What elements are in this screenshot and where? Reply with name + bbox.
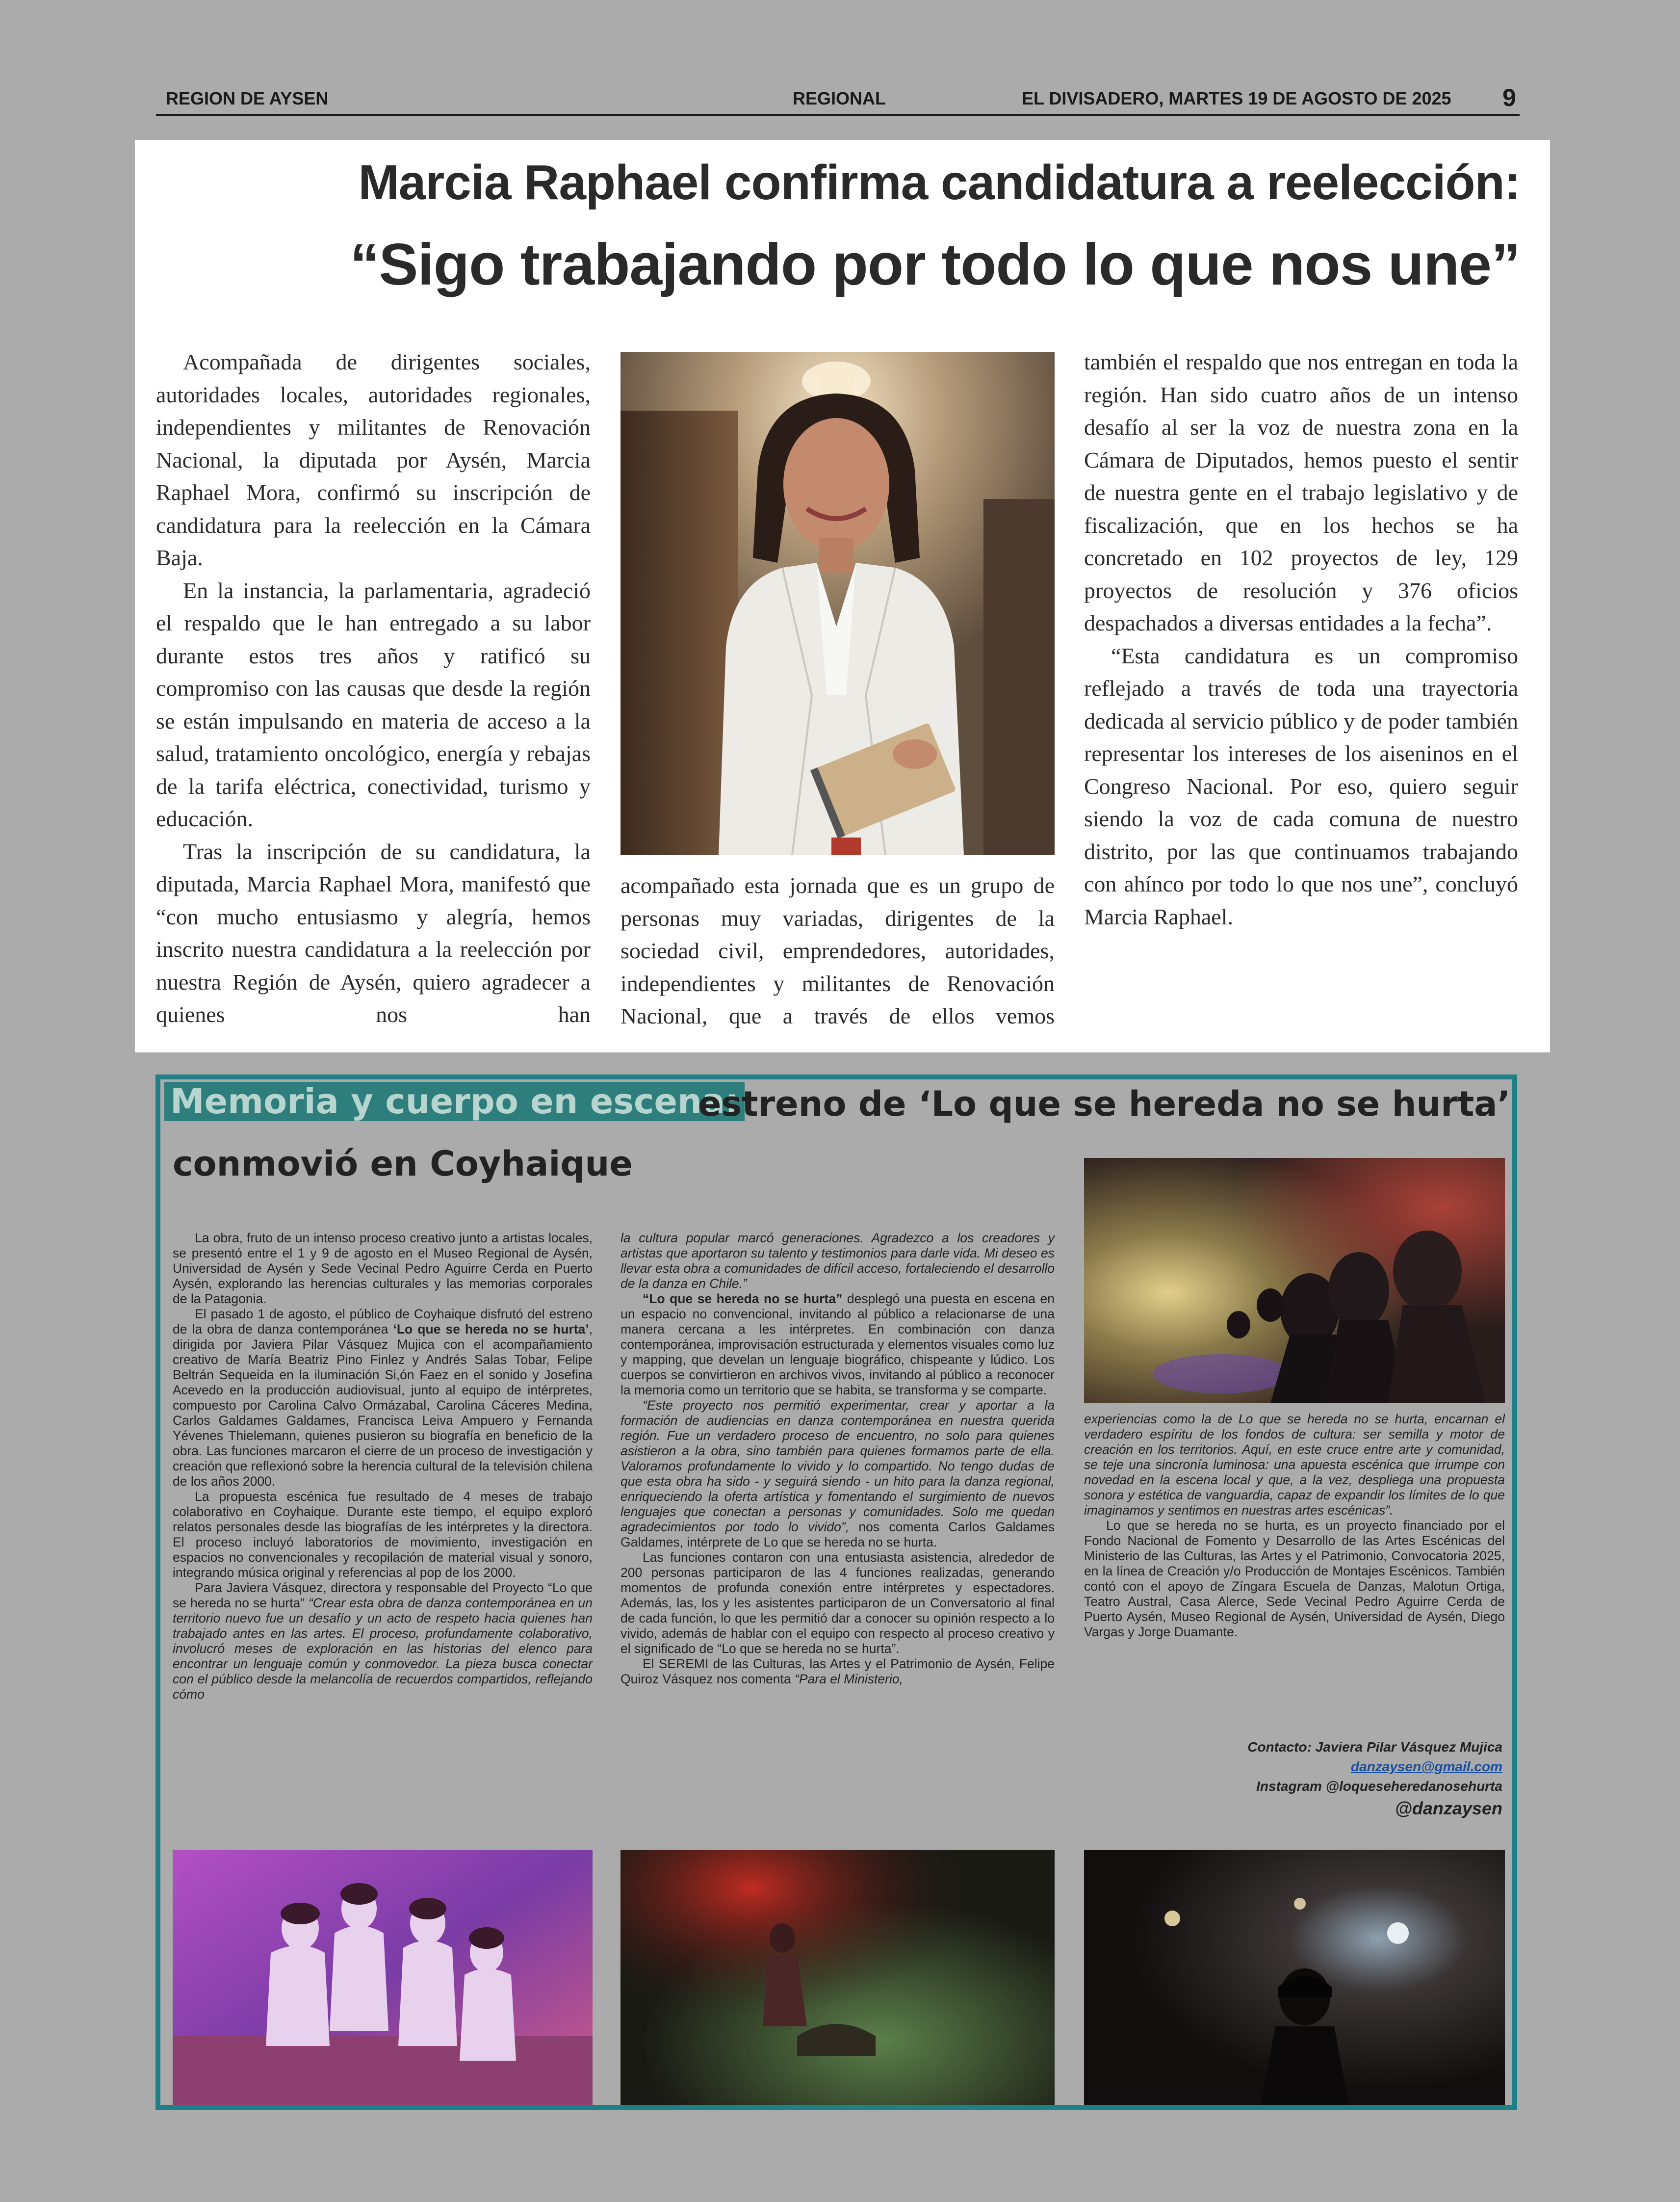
performer-photo xyxy=(1084,1850,1505,2105)
performer-photo-illustration xyxy=(1084,1850,1505,2105)
stage-photo xyxy=(620,1850,1055,2105)
story1-paragraph: En la instancia, la parlamentaria, agradeció el respaldo que le han entregado a su labor durante estos tres años y ratificó su compromiso con las causas que desde la región se están impulsando en materia de acceso a la salud, tratamiento oncológico, energía y rebajas de la tarifa eléctrica, conectividad, turismo y educación. xyxy=(156,577,591,831)
story1-column-2 xyxy=(620,869,1055,1033)
story2-paragraph: Lo que se hereda no se hurta, es un proyecto financiado por el Fondo Nacional de Fomento y Desarrollo de las Artes Escénicas del Ministerio de las Culturas, las Artes y el Patrimonio, Convocatoria 2025, en la línea de Creación y/o Producción de Montajes Escénicos. También contó con el apoyo de Zíngara Escuela de Danzas, Malotun Ortiga, Teatro Austral, Casa Alerce, Sede Vecinal Pedro Aguirre Cerda de Puerto Aysén, Museo Regional de Aysén, Universidad de Aysén, Diego Vargas y Jorge Duamante. xyxy=(1084,1518,1505,1639)
story2-paragraph: Para Javiera Vásquez, directora y responsable del Proyecto “Lo que se hereda no se hurta” “Crear esta obra de danza contemporánea en un territorio nuevo fue un desafío y un acto de respeto hacia quienes han trabajado antes en las artes. El proceso, profundamente colaborativo, involucró meses de exploración en las historias del elenco para encontrar un lenguaje común y conmovedor. La pieza busca conectar con el público desde la melancolía de recuerdos compartidos, reflejando cómo xyxy=(173,1580,593,1702)
page-number: 9 xyxy=(1502,84,1516,111)
story1-paragraph: Acompañada de dirigentes sociales, autoridades locales, autoridades regionales, independientes y militantes de Renovación Nacional, la diputada por Aysén, Marcia Raphael Mora, confirmó su inscripción de candidatura para la reelección en la Cámara Baja. xyxy=(156,349,591,570)
story2-headline-line2: conmovió en Coyhaique xyxy=(173,1144,633,1184)
story2-column-2 xyxy=(620,1231,1055,1687)
story2-paragraph: El SEREMI de las Culturas, las Artes y el Patrimonio de Aysén, Felipe Quiroz Vásquez nos comenta “Para el Ministerio, xyxy=(620,1656,1055,1686)
header-rule xyxy=(156,114,1520,116)
story2-column-1 xyxy=(173,1231,593,1702)
story1-paragraph: acompañado esta jornada que es un grupo de personas muy variadas, dirigentes de la sociedad civil, emprendedores, autoridades, independientes y militantes de Renovación Nacional, que a través de ellos vemos xyxy=(620,873,1055,1028)
story2-paragraph: la cultura popular marcó generaciones. Agradezco a los creadores y artistas que aportaron su talento y testimonios para darle vida. Mi deseo es llevar esta obra a comunidades de difícil acceso, fortaleciendo el desarrollo de la danza en Chile.” xyxy=(620,1231,1055,1291)
story1-headline-quote: “Sigo trabajando por todo lo que nos une” xyxy=(350,232,1520,297)
contact-email-link[interactable]: danzaysen@gmail.com xyxy=(1351,1759,1502,1774)
social-handle: @danzaysen xyxy=(1395,1798,1502,1818)
story2-paragraph: El pasado 1 de agosto, el público de Coyhaique disfrutó del estreno de la obra de danza contemporánea ‘Lo que se hereda no se hurta’, dirigida por Javiera Pilar Vásquez Mujica con el acompañamiento creativo de María Beatriz Pino Finlez y Andrés Salas Tobar, Felipe Beltrán Sequeida en la iluminación Si,ón Faez en el sonido y Josefina Acevedo en la producción audiovisual, junto al equipo de intérpretes, compuesto por Carolina Calvo Ormázabal, Carolina Cáceres Medina, Carlos Galdames Galdames, Francisca Leiva Ampuero y Fernanda Yévenes Thielemann, quienes pusieron su biografía en beneficio de la obra. Las funciones marcaron el cierre de un proceso de investigación y creación que reflexionó sobre la herencia cultural de la televisión chilena de los años 2000. xyxy=(173,1307,593,1489)
audience-photo xyxy=(1084,1158,1505,1403)
story1-paragraph: también el respaldo que nos entregan en toda la región. Han sido cuatro años de un intenso desafío al ser la voz de nuestra zona en la Cámara de Diputados, hemos puesto el sentir de nuestra gente en el trabajo legislativo y de fiscalización, que en los hechos se ha concretado en 102 proyectos de ley, 129 proyectos de resolución y 376 oficios despachados a diversas entidades a la fecha”. xyxy=(1084,349,1518,635)
dancers-photo xyxy=(173,1850,593,2105)
story1-paragraph: “Esta candidatura es un compromiso reflejado a través de toda una trayectoria dedicada al servicio público y de poder también representar los intereses de los aiseninos en el Congreso Nacional. Por eso, quiero seguir siendo la voz de cada comuna de nuestro distrito, por las que continuamos trabajando con ahínco por todo lo que nos une”, concluyó Marcia Raphael. xyxy=(1084,643,1518,929)
story2-paragraph: experiencias como la de Lo que se hereda no se hurta, encarnan el verdadero espíritu de los fondos de cultura: ser semilla y motor de creación en los territorios. Aquí, en este cruce entre arte y comunidad, se teje una sincronía luminosa: una apuesta escénica que irrumpe con novedad en la escena local y que, a la vez, despliega una propuesta sonora y estética de vanguardia, capaz de expandir los límites de lo que imaginamos y sentimos en nuestras artes escénicas”. xyxy=(1084,1412,1505,1518)
story2-kicker: Memoria y cuerpo en escena: xyxy=(164,1082,745,1121)
story1-column-3 xyxy=(1084,346,1518,933)
dancers-photo-illustration xyxy=(173,1850,593,2105)
story1-headline: Marcia Raphael confirma candidatura a reelección: xyxy=(358,155,1520,210)
story2-paragraph: “Este proyecto nos permitió experimentar, crear y aportar a la formación de audiencias en danza contemporánea en nuestra querida región. Fue un verdadero proceso de encuentro, no solo para quienes asistieron a la obra, sino también para quienes formamos parte de ella. Valoramos profundamente lo vivido y lo compartido. No tengo dudas de que esta obra ha sido - y seguirá siendo - un hito para la danza regional, enriqueciendo la oferta artística y fomentando el surgimiento de nuevos lenguajes que conectan a personas y comunidades. Solo me quedan agradecimientos por todo lo vivido”, nos comenta Carlos Galdames Galdames, intérprete de Lo que se hereda no se hurta. xyxy=(620,1398,1055,1549)
story2-paragraph: La obra, fruto de un intenso proceso creativo junto a artistas locales, se presentó entre el 1 y 9 de agosto en el Museo Regional de Aysén, Universidad de Aysén y Sede Vecinal Pedro Aguirre Cerda en Puerto Aysén, explorando las herencias culturales y las memorias corporales de la Patagonia. xyxy=(173,1231,593,1306)
candidate-photo xyxy=(620,352,1055,855)
story1-paragraph: Tras la inscripción de su candidatura, la diputada, Marcia Raphael Mora, manifestó que “con mucho entusiasmo y alegría, hemos inscrito nuestra candidatura a la reelección por nuestra Región de Aysén, quiero agradecer a quienes nos han xyxy=(156,839,591,1027)
story1-column-1 xyxy=(156,346,591,1031)
issue-date: EL DIVISADERO, MARTES 19 DE AGOSTO DE 2025 xyxy=(1022,88,1451,108)
candidate-photo-illustration xyxy=(620,352,1055,855)
section-label: REGION DE AYSEN xyxy=(166,88,329,108)
story2-paragraph: Las funciones contaron con una entusiasta asistencia, alrededor de 200 personas participaron de las 4 funciones realizadas, generando momentos de profunda conexión entre intérpretes y espectadores. Además, las, los y les asistentes participaron de un Conversatorio al final de cada función, lo que les permitió dar a conocer su opinión respecto a lo vivido, además de hablar con el equipo con respecto al proceso creativo y el significado de “Lo que se hereda no se hurta”. xyxy=(620,1550,1055,1656)
stage-photo-illustration xyxy=(620,1850,1055,2105)
instagram-handle: Instagram @loqueseheredanosehurta xyxy=(1256,1779,1502,1794)
story2-paragraph: “Lo que se hereda no se hurta” desplegó una puesta en escena en un espacio no convencional, invitando al público a relacionarse de una manera cercana a les intérpretes. En combinación con danza contemporánea, improvisación estructurada y elementos visuales como luz y mapping, que develan un lenguaje biográfico, chispeante y lúdico. Los cuerpos se convirtieron en archivos vivos, invitando al público a reconocer la memoria como un territorio que se habita, se transforma y se comparte. xyxy=(620,1291,1055,1397)
section-center-label: REGIONAL xyxy=(793,88,886,108)
story2-paragraph: La propuesta escénica fue resultado de 4 meses de trabajo colaborativo en Coyhaique. Durante este tiempo, el equipo exploró relatos personales desde las biografías de les intérpretes y la directora. El proceso incluyó laboratorios de movimiento, investigación en espacios no convencionales y recopilación de material visual y sonoro, integrando música original y referencias al pop de los 2000. xyxy=(173,1489,593,1580)
audience-photo-illustration xyxy=(1084,1158,1505,1403)
story2-column-3 xyxy=(1084,1412,1505,1640)
contact-name: Contacto: Javiera Pilar Vásquez Mujica xyxy=(1247,1739,1502,1755)
story2-headline: estreno de ‘Lo que se hereda no se hurta’ xyxy=(698,1084,1511,1124)
